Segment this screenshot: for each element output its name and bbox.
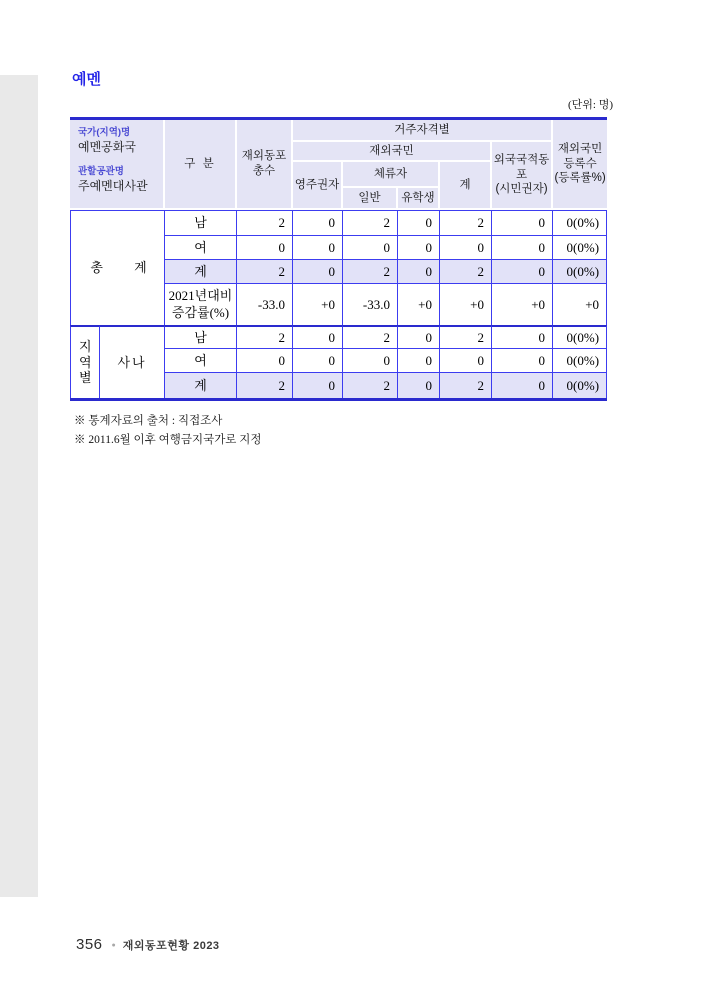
footnote-source: ※ 통계자료의 출처 : 직접조사 [74,415,223,427]
statistics-table [70,117,607,401]
cell-value: 0(0%) [553,349,607,373]
cell-value: 0 [492,349,553,373]
total-section [70,210,607,325]
cell-value: 0 [293,260,343,284]
col-header-permanent: 영주권자 [293,162,343,210]
row-label: 여 [165,349,237,373]
col-header-sojourner-group: 체류자 [343,162,440,188]
cell-value: 0 [492,325,553,349]
footnote-travel-ban: ※ 2011.6월 이후 여행금지국가로 지정 [74,434,262,446]
cell-value: 0 [398,373,440,398]
cell-value: 0 [293,349,343,373]
cell-value: 0 [398,325,440,349]
row-label: 계 [165,260,237,284]
unit-note: (단위: 명) [567,99,613,111]
row-label: 남 [165,325,237,349]
cell-value: 0 [492,260,553,284]
page-number: 356 [76,936,103,953]
cell-value: 0 [293,325,343,349]
cell-value: 0 [343,236,398,260]
cell-value: +0 [492,284,553,325]
total-section-header: 총 계 [70,210,165,325]
cell-value: 2 [440,260,492,284]
cell-value: 0 [237,349,293,373]
cell-value: 2 [440,325,492,349]
cell-value: 0 [398,349,440,373]
cell-value: 0 [343,349,398,373]
cell-value: 0 [440,349,492,373]
region-section-header: 지역별 [70,325,100,398]
col-header-overseas-total: 재외동포 총수 [237,120,293,210]
table-row [70,210,607,236]
cell-value: 0 [293,210,343,236]
office-label: 관할공관명 [78,165,124,177]
cell-value: 0 [398,236,440,260]
cell-value: 0(0%) [553,325,607,349]
adjacent-page-edge [0,75,38,897]
cell-value: 0 [398,260,440,284]
cell-value: -33.0 [237,284,293,325]
cell-value: 0(0%) [553,260,607,284]
cell-value: 0 [398,210,440,236]
col-header-gubun: 구 분 [165,120,237,210]
cell-value: 2 [343,373,398,398]
cell-value: 2 [237,260,293,284]
cell-value: 0(0%) [553,373,607,398]
row-label: 여 [165,236,237,260]
footer-bullet-icon: ● [111,942,116,949]
cell-value: 0 [492,210,553,236]
office-name: 주예멘대사관 [78,178,148,193]
row-label-yoy: 2021년대비 증감률(%) [165,284,237,325]
row-label: 계 [165,373,237,398]
cell-value: +0 [398,284,440,325]
cell-value: 0(0%) [553,210,607,236]
cell-value: 2 [440,210,492,236]
cell-value: 2 [237,325,293,349]
cell-value: 2 [237,210,293,236]
cell-value: 0 [293,236,343,260]
table-row [70,325,607,349]
page-title: 예멘 [72,71,101,88]
country-name: 예멘공화국 [78,139,136,154]
col-header-registered: 재외국민 등록수 (등록률%) [553,120,607,210]
cell-value: +0 [553,284,607,325]
cell-value: 2 [440,373,492,398]
page-footer [76,936,220,953]
table-header [70,120,607,210]
cell-value: 0 [440,236,492,260]
region-section [70,325,607,398]
cell-value: 2 [343,325,398,349]
col-header-student: 유학생 [398,188,440,210]
col-header-residence-group: 거주자격별 [293,120,553,142]
cell-value: 2 [343,210,398,236]
col-header-foreign-nationality: 외국국적동포 (시민권자) [492,142,553,210]
cell-value: 0 [492,373,553,398]
cell-value: 0 [237,236,293,260]
book-title: 재외동포현황 2023 [122,939,220,952]
country-info-cell [70,120,165,210]
cell-value: 2 [343,260,398,284]
cell-value: 0(0%) [553,236,607,260]
cell-value: 0 [492,236,553,260]
col-header-general: 일반 [343,188,398,210]
col-header-national-group: 재외국민 [293,142,492,162]
cell-value: +0 [293,284,343,325]
country-label: 국가(지역)명 [78,127,131,138]
cell-value: +0 [440,284,492,325]
row-label: 남 [165,210,237,236]
region-name: 사나 [100,325,165,398]
cell-value: 2 [237,373,293,398]
cell-value: -33.0 [343,284,398,325]
cell-value: 0 [293,373,343,398]
col-header-sum: 계 [440,162,492,210]
